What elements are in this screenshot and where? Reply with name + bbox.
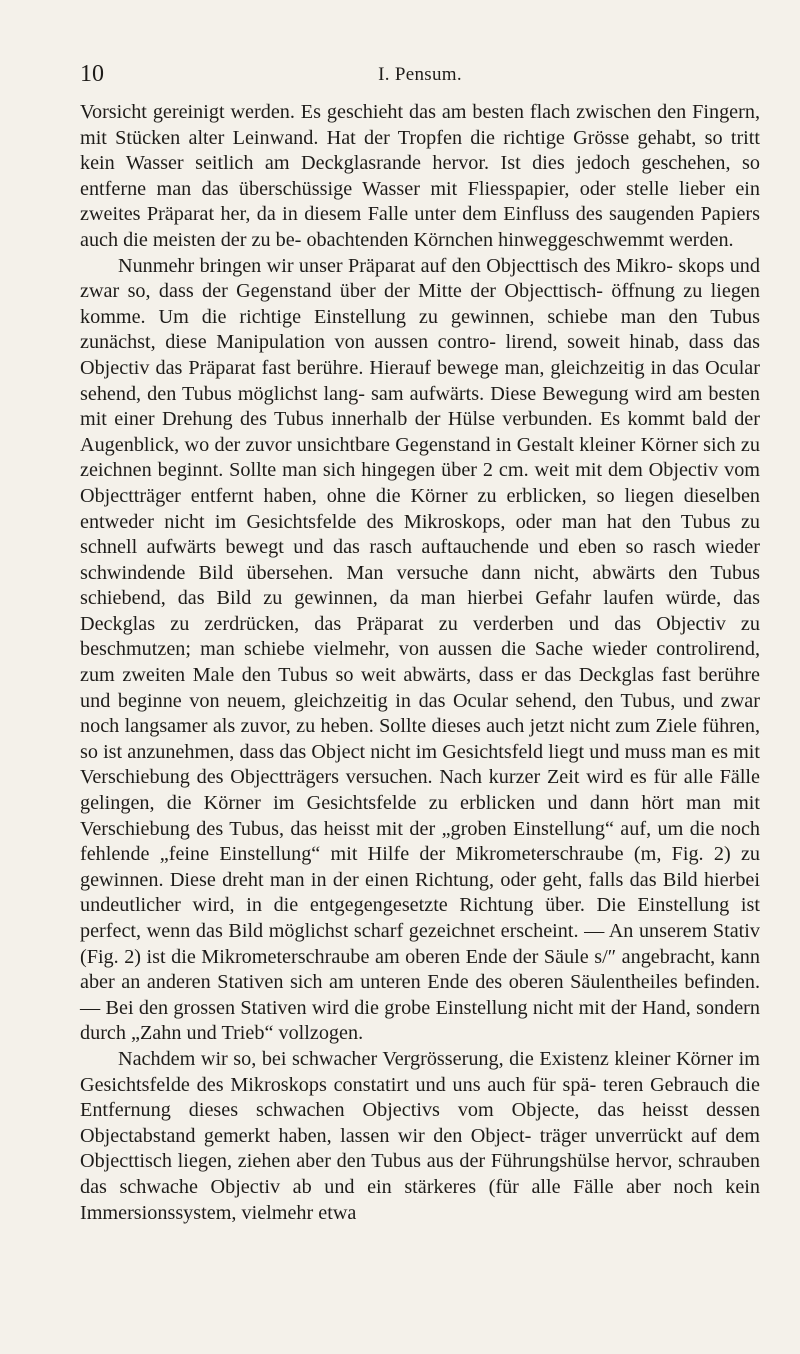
running-head: [80, 60, 760, 92]
paragraph-continuation: Vorsicht gereinigt werden. Es geschieht das am besten flach zwischen den Fingern, mit Stücken alter Leinwand. Hat der Tropfen die richtige Grösse gehabt, so tritt kein Wasser seitlich am Deckglasrande hervor. Ist dies jedoch geschehen, so entferne man das überschüssige Wasser mit Fliesspapier, oder stelle lieber ein zweites Präparat her, da in diesem Falle unter dem Einfluss des saugenden Papiers auch die meisten der zu be- obachtenden Körnchen hinweggeschwemmt werden.: [80, 101, 760, 251]
page-number: 10: [80, 61, 104, 87]
paragraph-objective-change: Nachdem wir so, bei schwacher Vergrösserung, die Existenz kleiner Körner im Gesichtsfelde des Mikroskops constatirt und uns auch für spä- teren Gebrauch die Entfernung dieses schwachen Objectivs vom Objecte, das heisst dessen Objectabstand gemerkt haben, lassen wir den Object- träger unverrückt auf dem Objecttisch liegen, ziehen aber den Tubus aus der Führungshülse hervor, schrauben das schwache Objectiv ab und ein stärkeres (für alle Fälle aber noch kein Immersionssystem, vielmehr etwa: [80, 1047, 760, 1224]
paragraph-focusing: Nunmehr bringen wir unser Präparat auf den Objecttisch des Mikro- skops und zwar so, dass der Gegenstand über der Mitte der Objecttisch- öffnung zu liegen komme. Um die richtige Einstellung zu gewinnen, schiebe man den Tubus zunächst, diese Manipulation von aussen contro- lirend, soweit hinab, dass das Objectiv das Präparat fast berühre. Hierauf bewege man, gleichzeitig in das Ocular sehend, den Tubus möglichst lang- sam aufwärts. Diese Bewegung wird am besten mit einer Drehung des Tubus innerhalb der Hülse verbunden. Es kommt bald der Augenblick, wo der zuvor unsichtbare Gegenstand in Gestalt kleiner Körner sich zu zeichnen beginnt. Sollte man sich hingegen über 2 cm. weit mit dem Objectiv vom Objectträger entfernt haben, ohne die Körner zu erblicken, so liegen dieselben entweder nicht im Gesichtsfelde des Mikroskops, oder man hat den Tubus zu schnell aufwärts bewegt und das rasch auftauchende und eben so rasch wieder schwindende Bild übersehen. Man versuche dann nicht, abwärts den Tubus schiebend, das Bild zu gewinnen, da man hierbei Gefahr laufen würde, das Deckglas zu zerdrücken, das Präparat zu verderben und das Objectiv zu beschmutzen; man schiebe vielmehr, von aussen die Sache wieder controlirend, zum zweiten Male den Tubus so weit abwärts, dass er das Deckglas fast berühre und beginne von neuem, gleichzeitig in das Ocular sehend, den Tubus, und zwar noch langsamer als zuvor, zu heben. Sollte dieses auch jetzt nicht zum Ziele führen, so ist anzunehmen, dass das Object nicht im Gesichtsfeld liegt und muss man es mit Verschiebung des Objectträgers versuchen. Nach kurzer Zeit wird es für alle Fälle gelingen, die Körner im Gesichtsfelde zu erblicken und dann hört man mit Verschiebung des Tubus, das heisst mit der „groben Einstellung“ auf, um die noch fehlende „feine Einstellung“ mit Hilfe der Mikrometerschraube (m, Fig. 2) zu gewinnen. Diese dreht man in der einen Richtung, oder geht, falls das Bild hierbei undeutlicher wird, in die entgegengesetzte Richtung über. Die Einstellung ist perfect, wenn das Bild möglichst scharf gezeichnet erscheint. — An unserem Stativ (Fig. 2) ist die Mikrometerschraube am oberen Ende der Säule s/″ angebracht, kann aber an anderen Stativen sich am unteren Ende des oberen Säulentheiles befinden. — Bei den grossen Stativen wird die grobe Einstellung nicht mit der Hand, sondern durch „Zahn und Trieb“ vollzogen.: [80, 254, 760, 1045]
body-text: [80, 100, 760, 1226]
running-head-title: I. Pensum.: [378, 64, 462, 85]
